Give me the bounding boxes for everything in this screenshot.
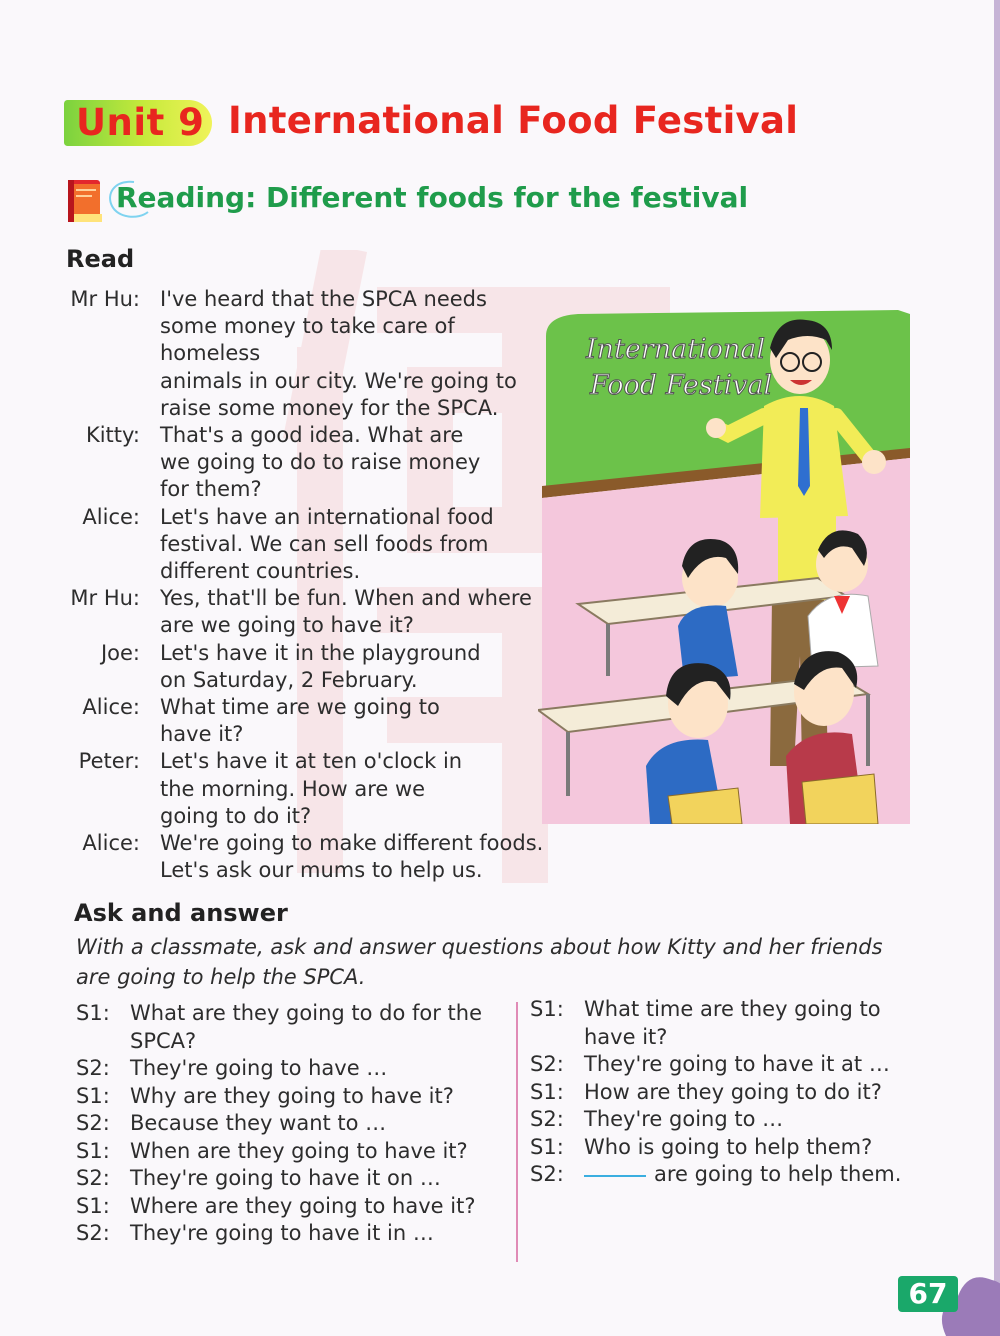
- speech-line: have it?: [160, 722, 244, 747]
- qa-speaker: S2:: [76, 1166, 110, 1190]
- speech-line: on Saturday, 2 February.: [160, 667, 418, 692]
- ask-answer-heading: Ask and answer: [74, 899, 288, 927]
- speech-line: Let's ask our mums to help us.: [160, 858, 483, 883]
- qa-text: When are they going to have it?: [130, 1138, 468, 1163]
- dialogue-turn: [0, 830, 560, 884]
- dialogue-turn: [0, 286, 560, 422]
- column-divider: [516, 1002, 518, 1262]
- qa-line: [76, 1083, 506, 1111]
- speaker-name: Mr Hu:: [70, 287, 140, 311]
- qa-line: [530, 1106, 920, 1134]
- qa-text: Because they want to …: [130, 1111, 387, 1135]
- speaker-name: Alice:: [82, 504, 140, 529]
- speech-line: Let's have it in the playground: [160, 640, 481, 665]
- qa-speaker: S1:: [76, 1083, 110, 1108]
- speech-line: I've heard that the SPCA needs: [160, 287, 487, 311]
- board-text-line1: International: [586, 334, 766, 365]
- qa-speaker: S2:: [76, 1056, 110, 1080]
- qa-speaker: S1:: [76, 1138, 110, 1163]
- qa-speaker: S2:: [530, 1052, 564, 1076]
- reading-heading: Reading: Different foods for the festival: [116, 181, 749, 214]
- read-heading: Read: [66, 245, 135, 273]
- speech-line: different countries.: [160, 559, 361, 584]
- qa-line: [530, 1079, 920, 1107]
- qa-speaker: S1:: [76, 1193, 110, 1218]
- qa-speaker: S2:: [530, 1107, 564, 1131]
- speech-text: [160, 286, 560, 422]
- speech-line: for them?: [160, 477, 262, 502]
- speech-text: [160, 830, 560, 884]
- speech-line: going to do it?: [160, 803, 312, 828]
- qa-text: They're going to …: [584, 1107, 784, 1131]
- qa-text: Where are they going to have it?: [130, 1193, 476, 1218]
- speaker-name: Joe:: [100, 640, 140, 665]
- dialogue-turn: [0, 748, 560, 830]
- board-text-line2: Food Festival: [590, 370, 773, 401]
- speech-text: [160, 748, 560, 830]
- speaker-name: Kitty:: [85, 423, 140, 448]
- qa-line: [530, 1051, 920, 1079]
- speech-text: [160, 694, 560, 748]
- page-number: 67: [898, 1276, 958, 1312]
- speech-line: What time are we going to: [160, 695, 440, 720]
- speech-line: animals in our city. We're going to: [160, 368, 517, 393]
- qa-speaker: S1:: [530, 1134, 564, 1159]
- unit-label: Unit 9: [76, 101, 205, 144]
- speech-text: [160, 585, 560, 639]
- qa-speaker: S1:: [530, 997, 564, 1021]
- qa-speaker: S1:: [530, 1079, 564, 1104]
- qa-text: Who is going to help them?: [584, 1134, 873, 1159]
- instructions-text: With a classmate, ask and answer questions about how Kitty and her friends are going to help the SPCA.: [76, 935, 883, 989]
- qa-line: [76, 1220, 506, 1248]
- dialogue-turn: [0, 422, 560, 504]
- speech-text: [160, 422, 560, 504]
- qa-text: [584, 1161, 920, 1189]
- qa-line: [76, 1165, 506, 1193]
- dialogue-turn: [0, 585, 560, 639]
- qa-speaker: S1:: [76, 1001, 110, 1025]
- speech-line: we going to do to raise money: [160, 450, 481, 475]
- speech-line: raise some money for the SPCA.: [160, 395, 499, 420]
- dialogue-turn: [0, 504, 560, 586]
- classroom-illustration: [538, 296, 910, 824]
- qa-line: [76, 1110, 506, 1138]
- qa-text: They're going to have it on …: [130, 1166, 441, 1190]
- book-icon: [62, 176, 106, 226]
- unit-title: International Food Festival: [228, 99, 799, 142]
- dialogue: [0, 286, 560, 884]
- qa-speaker: S2:: [530, 1162, 564, 1186]
- speech-text: [160, 640, 560, 694]
- speech-line: festival. We can sell foods from: [160, 531, 489, 556]
- qa-text: Why are they going to have it?: [130, 1083, 454, 1108]
- qa-line: [76, 1138, 506, 1166]
- qa-speaker: S2:: [76, 1221, 110, 1245]
- speech-line: Let's have an international food: [160, 504, 494, 529]
- dialogue-turn: [0, 640, 560, 694]
- qa-line: [76, 1000, 506, 1055]
- qa-text: They're going to have it in …: [130, 1221, 434, 1245]
- qa-right-column: [530, 996, 920, 1189]
- speaker-name: Alice:: [82, 695, 140, 720]
- speech-line: are we going to have it?: [160, 613, 414, 638]
- speaker-name: Mr Hu:: [70, 586, 140, 611]
- speaker-name: Alice:: [82, 831, 140, 856]
- speaker-name: Peter:: [78, 749, 140, 774]
- qa-line: [76, 1055, 506, 1083]
- qa-line: [530, 1134, 920, 1162]
- qa-speaker: S2:: [76, 1111, 110, 1135]
- speech-line: Yes, that'll be fun. When and where: [160, 586, 532, 611]
- speech-text: [160, 504, 560, 586]
- answer-blank[interactable]: [584, 1175, 646, 1177]
- qa-left-column: [76, 1000, 506, 1248]
- dialogue-turn: [0, 694, 560, 748]
- qa-text: They're going to have …: [130, 1056, 388, 1080]
- qa-text: What time are they going to have it?: [584, 997, 881, 1049]
- qa-text: What are they going to do for the SPCA?: [130, 1001, 483, 1053]
- page-edge: [994, 0, 1000, 1336]
- speech-line: That's a good idea. What are: [160, 423, 464, 448]
- qa-line: [530, 1161, 920, 1189]
- qa-line: [76, 1193, 506, 1221]
- speech-line: Let's have it at ten o'clock in: [160, 749, 463, 774]
- qa-line: [530, 996, 920, 1051]
- qa-text-after-blank: are going to help them.: [654, 1162, 902, 1186]
- qa-text: How are they going to do it?: [584, 1079, 882, 1104]
- speech-line: some money to take care of homeless: [160, 314, 455, 366]
- speech-line: We're going to make different foods.: [160, 831, 544, 856]
- qa-text: They're going to have it at …: [584, 1052, 890, 1076]
- speech-line: the morning. How are we: [160, 776, 426, 801]
